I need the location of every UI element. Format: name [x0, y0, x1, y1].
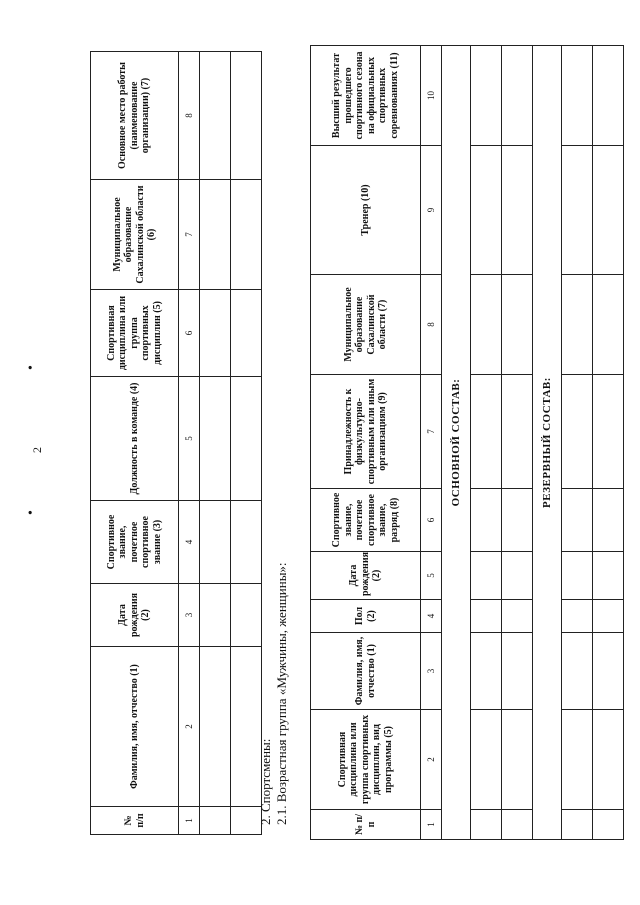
header-cell: № п/п: [91, 807, 179, 835]
section-title: 2. Спортсмены:: [258, 738, 273, 825]
column-number: 1: [179, 807, 200, 835]
mark-dot: •: [24, 510, 39, 515]
header-cell: Муниципальное образование Сахалинской области (7): [311, 275, 421, 375]
header-cell: Спортивная дисциплина или группа спортивных дисциплин, вид программы (5): [311, 710, 421, 810]
header-cell: Фамилия, имя, отчество (1): [311, 633, 421, 710]
column-number: 1: [421, 810, 442, 840]
page-number: 2: [30, 447, 44, 453]
header-cell: Спортивное звание, почетное спортивное звание, разряд (8): [311, 489, 421, 552]
header-cell: Основное место работы (наименование организации) (7): [91, 52, 179, 180]
header-cell: Тренер (10): [311, 146, 421, 275]
header-cell: Дата рождения (2): [91, 584, 179, 647]
column-number: 5: [421, 552, 442, 600]
table-row: [562, 46, 593, 840]
column-number: 7: [421, 375, 442, 489]
header-cell: Должность в команде (4): [91, 377, 179, 501]
column-number: 6: [421, 489, 442, 552]
column-number: 6: [179, 290, 200, 377]
header-cell: Высший результат прошедшего спортивного сезона на официальных спортивных соревнованиях (11): [311, 46, 421, 146]
header-cell: Пол (2): [311, 600, 421, 633]
column-number: 2: [421, 710, 442, 810]
mark-dot: •: [24, 365, 39, 370]
column-number: 3: [421, 633, 442, 710]
column-number: 4: [179, 501, 200, 584]
column-number: 9: [421, 146, 442, 275]
reserve-roster-label: РЕЗЕРВНЫЙ СОСТАВ:: [533, 46, 562, 840]
header-cell: Спортивная дисциплина или группа спортивных дисциплин (5): [91, 290, 179, 377]
header-cell: Принадлежность к физкультурно-спортивным или иным организациям (9): [311, 375, 421, 489]
column-number: 3: [179, 584, 200, 647]
header-cell: Муниципальное образование Сахалинской области (6): [91, 180, 179, 290]
table-row: [200, 52, 231, 835]
column-number: 2: [179, 647, 200, 807]
column-number: 10: [421, 46, 442, 146]
header-cell: Спортивное звание, почетное спортивное звание (3): [91, 501, 179, 584]
table-row: [231, 52, 262, 835]
column-number: 5: [179, 377, 200, 501]
staff-table: [90, 51, 262, 835]
header-cell: Дата рождения (2): [311, 552, 421, 600]
table-row: [471, 46, 502, 840]
main-roster-label: ОСНОВНОЙ СОСТАВ:: [442, 46, 471, 840]
column-number: 4: [421, 600, 442, 633]
subsection-title: 2.1. Возрастная группа «Мужчины, женщины»:: [274, 562, 289, 825]
header-cell: Фамилия, имя, отчество (1): [91, 647, 179, 807]
column-number: 8: [421, 275, 442, 375]
table-row: [502, 46, 533, 840]
column-number: 8: [179, 52, 200, 180]
column-number: 7: [179, 180, 200, 290]
athletes-table: [310, 45, 624, 840]
table-row: [593, 46, 624, 840]
header-cell: № п/п: [311, 810, 421, 840]
